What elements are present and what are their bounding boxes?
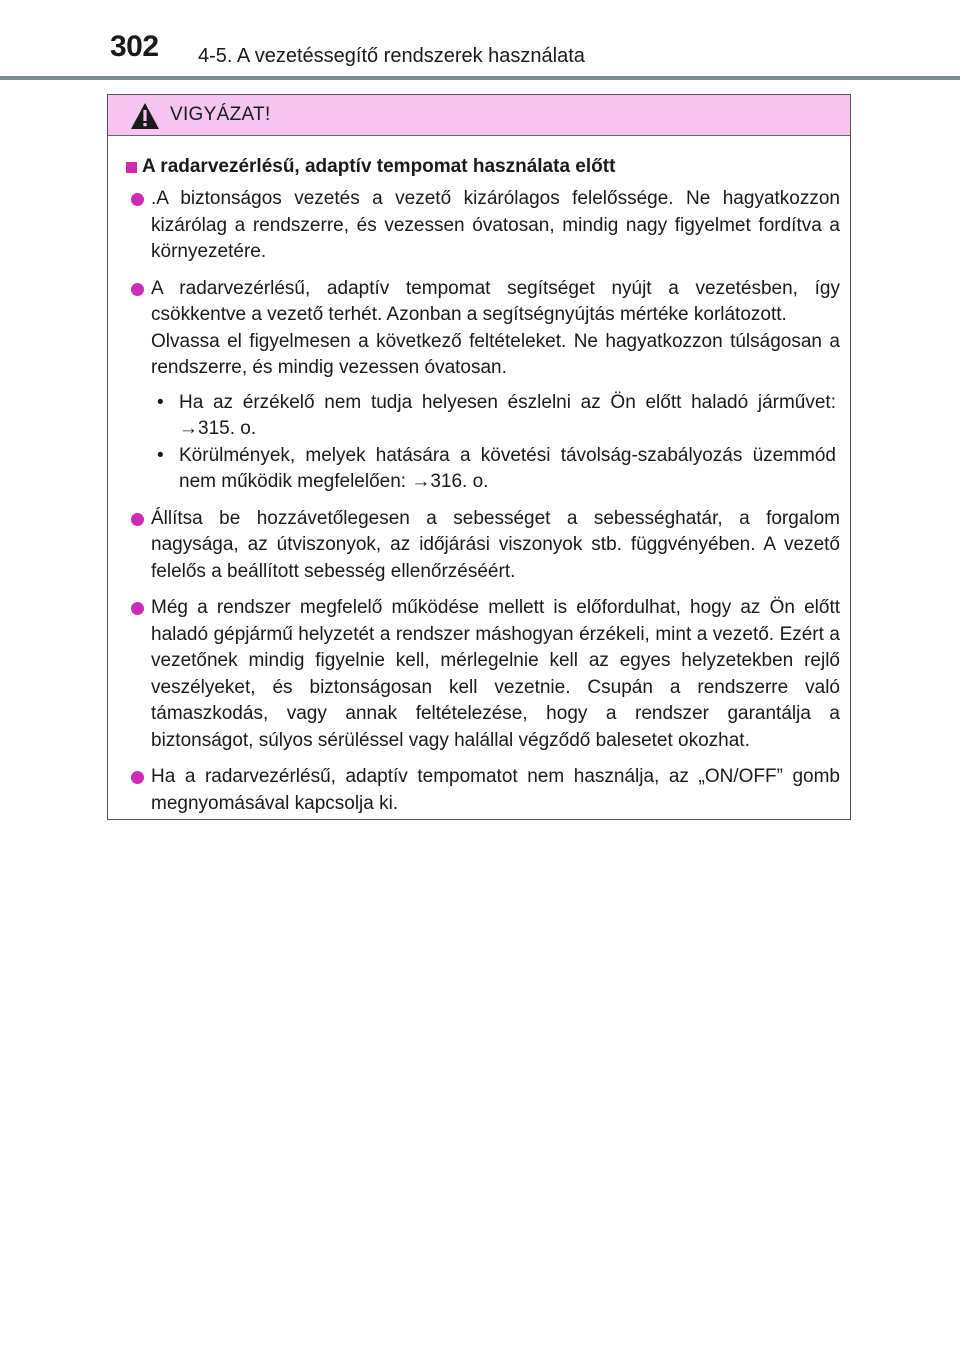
round-bullet-icon: [131, 602, 144, 615]
section-title: A radarvezérlésű, adaptív tempomat használata előtt: [142, 156, 616, 177]
item-paragraph: A radarvezérlésű, adaptív tempomat segítséget nyújt a vezetésben, így csökkentve a vezető terhét. Azonban a segítségnyújtás mértéke korlátozott.: [151, 277, 840, 325]
header-rule: [0, 76, 960, 80]
page-number: 302: [110, 30, 159, 63]
warning-header: [108, 95, 850, 136]
square-bullet-icon: [126, 162, 137, 173]
item-paragraph: Ha a radarvezérlésű, adaptív tempomatot nem használja, az „ON/OFF” gomb megnyomásával kapcsolja ki.: [151, 766, 840, 814]
item-paragraph: Állítsa be hozzávetőlegesen a sebességet a sebességhatár, a forgalom nagysága, az útviszonyok, az időjárási viszonyok stb. függvényében. A vezető felelős a beállított sebesség ellenőrzéséért.: [151, 507, 840, 582]
item-paragraph: Olvassa el figyelmesen a következő feltételeket. Ne hagyatkozzon túlságosan a rendszerre, és mindig vezessen óvatosan.: [151, 330, 840, 378]
sub-item-text: Körülmények, melyek hatására a követési távolság-szabályozás üzemmód nem működik megfelelően: →316. o.: [179, 444, 836, 492]
round-bullet-icon: [131, 283, 144, 296]
round-bullet-icon: [131, 771, 144, 784]
item-paragraph: .A biztonságos vezetés a vezető kizárólagos felelőssége. Ne hagyatkozzon kizárólag a rendszerre, és vezessen óvatosan, mindig nagy figyelmet fordítva a környezetére.: [151, 188, 840, 262]
round-bullet-icon: [131, 193, 144, 206]
warning-item: [126, 764, 840, 817]
warning-item: [126, 276, 840, 496]
sub-item-text: Ha az érzékelő nem tudja helyesen észlelni az Ön előtt haladó járművet: →315. o.: [179, 391, 836, 439]
warning-body: [108, 154, 850, 817]
small-bullet-icon: •: [157, 444, 164, 466]
chapter-title: 4-5. A vezetéssegítő rendszerek használata: [198, 45, 585, 67]
sub-list-item: [151, 390, 840, 443]
warning-item: [126, 595, 840, 754]
small-bullet-icon: •: [157, 391, 164, 413]
sub-list-item: [151, 443, 840, 496]
warning-label: VIGYÁZAT!: [170, 104, 271, 125]
warning-triangle-icon: [130, 102, 160, 130]
page-header: [0, 0, 960, 80]
section-heading: [126, 154, 840, 180]
round-bullet-icon: [131, 513, 144, 526]
warning-item: [126, 186, 840, 266]
warning-item: [126, 506, 840, 586]
warning-box: [107, 94, 851, 820]
sub-list: [151, 390, 840, 496]
item-paragraph: Még a rendszer megfelelő működése mellett is előfordulhat, hogy az Ön előtt haladó gépjármű helyzetét a rendszer máshogyan érzékeli, mint a vezető. Ezért a vezetőnek mindig figyelnie kell, mérlegelnie kell az egyes helyzetekben rejlő veszélyeket, és biztonságosan kell vezetnie. Csupán a rendszerre való támaszkodás, vagy annak feltételezése, hogy a rendszer garantálja a biztonságot, súlyos sérüléssel vagy halállal végződő balesetet okozhat.: [151, 597, 840, 751]
